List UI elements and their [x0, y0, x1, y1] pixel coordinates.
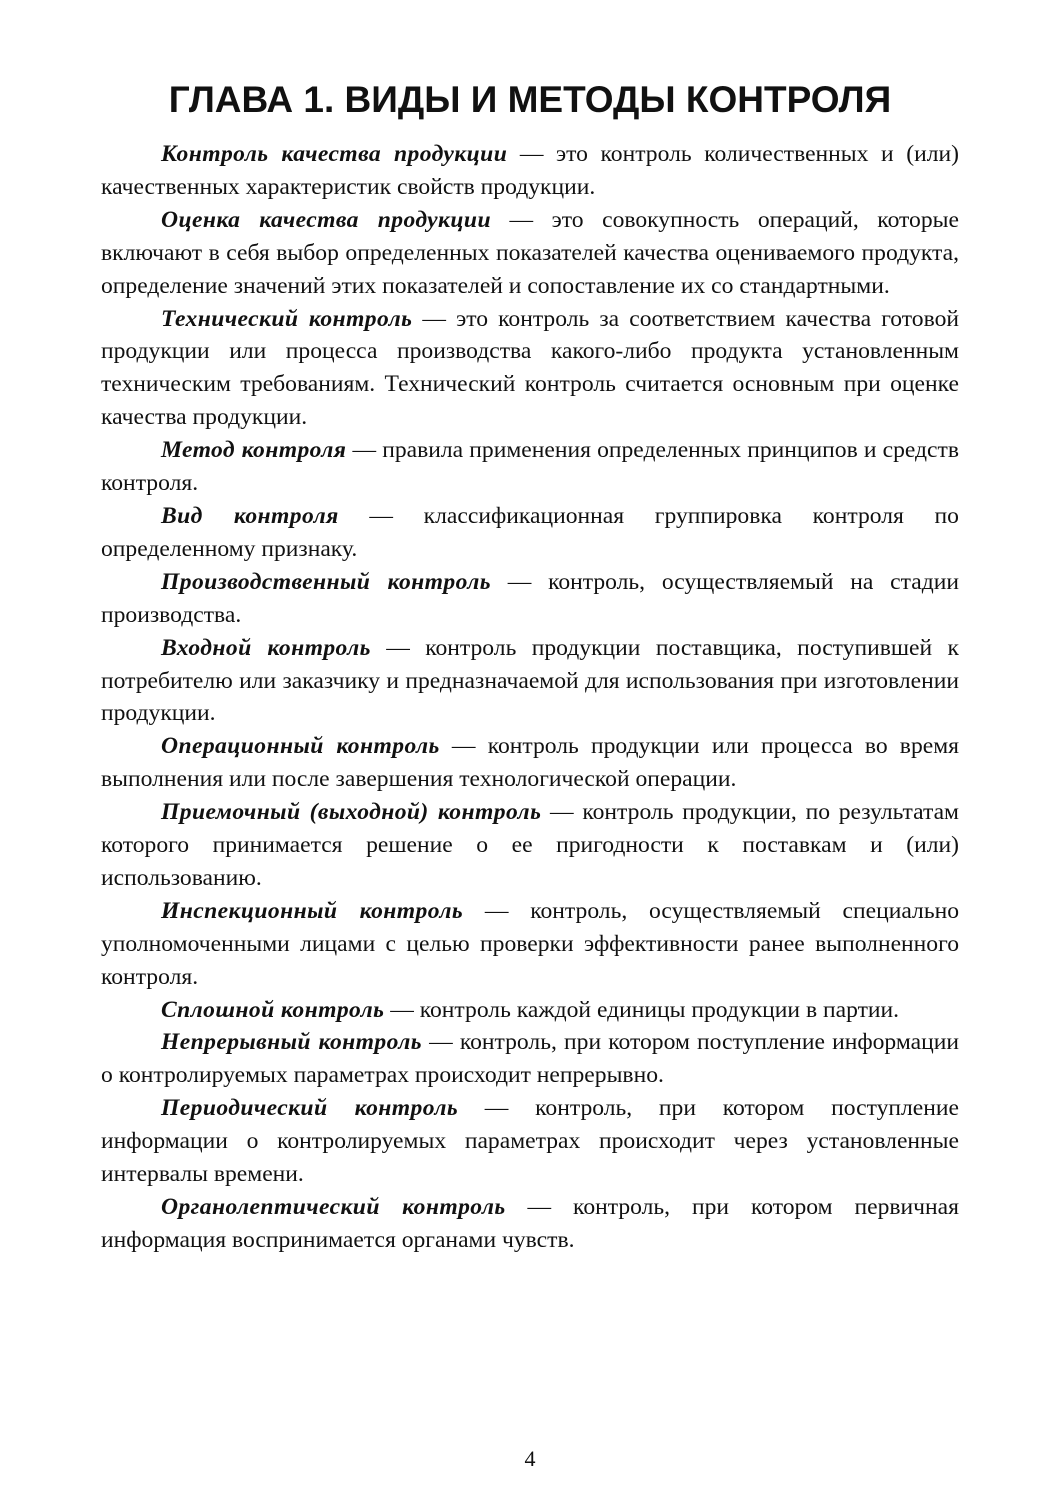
definition-term: Входной контроль	[161, 634, 371, 661]
definition-paragraph	[101, 1092, 959, 1191]
definition-term: Непрерывный контроль	[161, 1029, 422, 1056]
definition-paragraph	[101, 204, 959, 303]
definition-text: — это совокупность операций, которые включают в себя выбор определенных показателей качества оцениваемого продукта, определение значений этих показателей и сопоставление их со стандартными.	[101, 206, 959, 299]
definition-term: Метод контроля	[161, 437, 347, 464]
definition-paragraph	[101, 796, 959, 895]
definition-paragraph	[101, 566, 959, 632]
definition-term: Производственный контроль	[161, 568, 491, 595]
definition-term: Периодический контроль	[161, 1095, 459, 1122]
definition-text: — контроль продукции поставщика, поступившей к потребителю или заказчику и предназначаемой для использования при изготовлении продукции.	[101, 634, 959, 727]
definition-paragraph	[101, 632, 959, 731]
definition-term: Контроль качества продукции	[161, 141, 508, 167]
definition-paragraph	[101, 1191, 959, 1257]
definition-text: — контроль, при котором поступление информации о контролируемых параметрах происходит непрерывно.	[101, 1029, 959, 1089]
definition-term: Органолептический контроль	[161, 1194, 506, 1220]
definition-term: Сплошной контроль	[161, 996, 385, 1023]
definition-text: — это контроль за соответствием качества готовой продукции или процесса производства какого-либо продукта установленным техническим требованиям. Технический контроль считается основным при оценке качества продукции.	[101, 305, 959, 431]
definition-text: — классификационная группировка контроля по определенному признаку.	[101, 502, 959, 562]
definition-text: — контроль продукции, по результатам которого принимается решение о ее пригодности к поставкам и (или) использованию.	[101, 799, 959, 891]
definition-paragraph	[101, 1026, 959, 1092]
definition-text: — это контроль количественных и (или) качественных характеристик свойств продукции.	[101, 141, 959, 200]
definition-term: Оценка качества продукции	[161, 206, 491, 233]
definition-text: — контроль каждой единицы продукции в партии.	[384, 996, 900, 1023]
chapter-title: ГЛАВА 1. ВИДЫ И МЕТОДЫ КОНТРОЛЯ	[168, 79, 892, 120]
definition-term: Приемочный (выходной) контроль	[161, 799, 542, 826]
definition-paragraph	[101, 730, 959, 796]
definition-paragraph	[101, 994, 959, 1027]
definition-paragraph	[101, 434, 959, 500]
definitions-body	[101, 138, 959, 1257]
definition-term: Вид контроля	[161, 502, 339, 529]
definition-paragraph	[101, 303, 959, 435]
definition-paragraph	[101, 895, 959, 994]
definition-text: — контроль, при котором поступление информации о контролируемых параметрах происходит через установленные интервалы времени.	[101, 1095, 959, 1188]
definition-text: — контроль, осуществляемый на стадии производства.	[101, 568, 959, 628]
definition-term: Технический контроль	[161, 305, 413, 332]
definition-text: — контроль продукции или процесса во время выполнения или после завершения технологической операции.	[101, 733, 959, 793]
definition-text: — правила применения определенных принципов и средств контроля.	[101, 437, 959, 497]
definition-term: Инспекционный контроль	[161, 897, 464, 924]
definition-term: Операционный контроль	[161, 733, 440, 760]
page-number: 4	[524, 1446, 536, 1471]
definition-text: — контроль, при котором первичная информация воспринимается органами чувств.	[101, 1194, 959, 1253]
definition-paragraph	[101, 138, 959, 204]
definition-text: — контроль, осуществляемый специально уполномоченными лицами с целью проверки эффективности ранее выполненного контроля.	[101, 897, 960, 990]
definition-paragraph	[101, 500, 959, 566]
